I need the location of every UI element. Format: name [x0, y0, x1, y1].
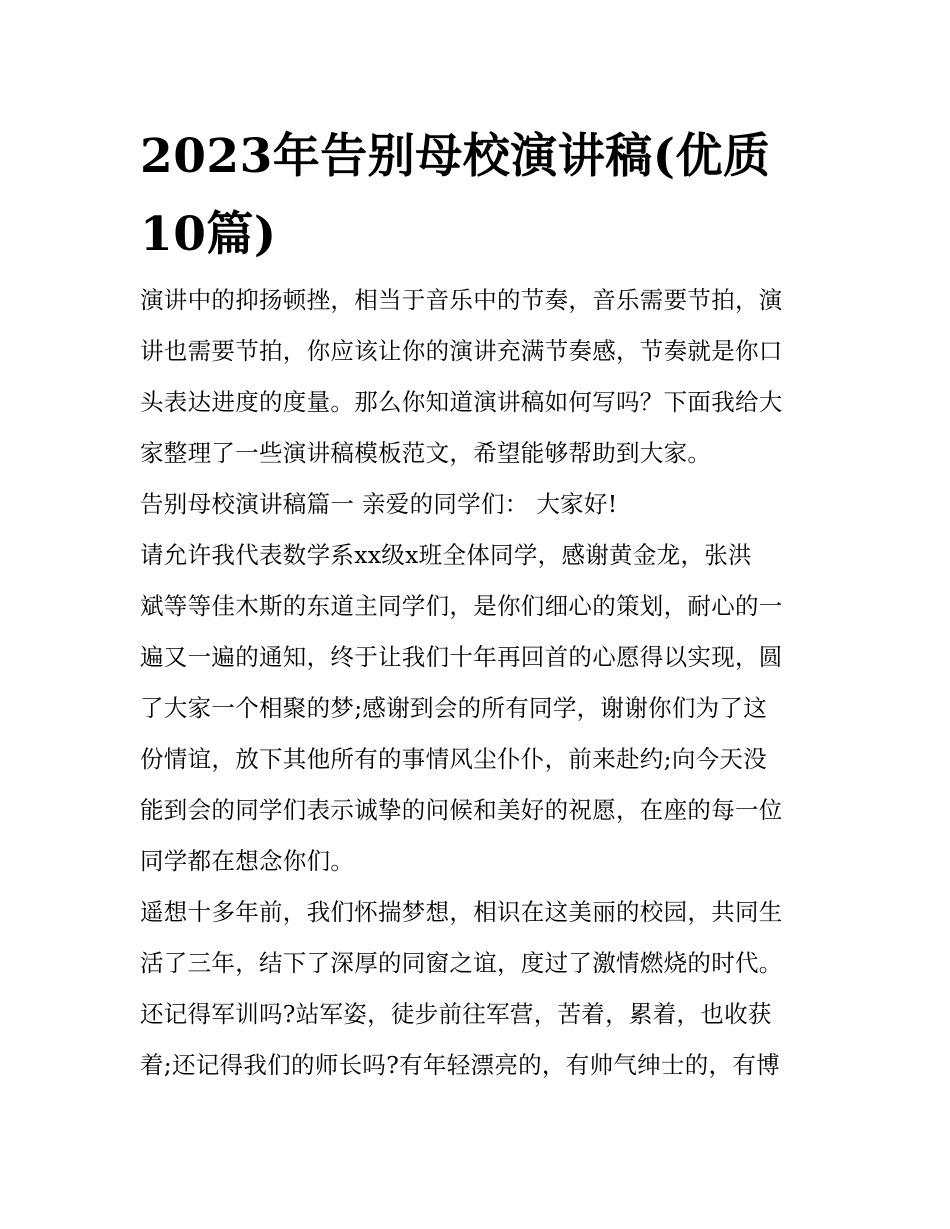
body-line: 还记得军训吗?站军姿，徒步前往军营，苦着，累着，也收获: [140, 1000, 772, 1028]
body-line: 讲也需要节拍，你应该让你的演讲充满节奏感，节奏就是你口: [140, 337, 783, 365]
title-line-2: 10篇): [140, 207, 277, 262]
section-heading-line: 告别母校演讲稿篇一 亲爱的同学们： 大家好!: [140, 490, 618, 518]
body-line: 同学都在想念你们。: [140, 847, 355, 875]
body-line: 了大家一个相聚的梦;感谢到会的所有同学，谢谢你们为了这: [140, 694, 768, 722]
body-line: 演讲中的抑扬顿挫，相当于音乐中的节奏，音乐需要节拍，演: [140, 286, 783, 314]
body-line: 遥想十多年前，我们怀揣梦想，相识在这美丽的校园，共同生: [140, 898, 783, 926]
body-line: 着;还记得我们的师长吗?有年轻漂亮的，有帅气绅士的，有博: [140, 1051, 780, 1079]
body-line: 能到会的同学们表示诚挚的问候和美好的祝愿，在座的每一位: [140, 796, 783, 824]
body-line: 份情谊，放下其他所有的事情风尘仆仆，前来赴约;向今天没: [140, 745, 768, 773]
title-line-1: 2023年告别母校演讲稿(优质: [140, 129, 771, 184]
body-line: 头表达进度的度量。那么你知道演讲稿如何写吗？下面我给大: [140, 388, 783, 416]
body-line: 活了三年，结下了深厚的同窗之谊，度过了激情燃烧的时代。: [140, 949, 783, 977]
body-line: 斌等等佳木斯的东道主同学们，是你们细心的策划，耐心的一: [140, 592, 783, 620]
body-line: 家整理了一些演讲稿模板范文，希望能够帮助到大家。: [140, 439, 712, 467]
document-title: [140, 118, 820, 274]
body-line: 遍又一遍的通知，终于让我们十年再回首的心愿得以实现，圆: [140, 643, 783, 671]
body-line: 请允许我代表数学系xx级x班全体同学，感谢黄金龙，张洪: [140, 541, 752, 569]
